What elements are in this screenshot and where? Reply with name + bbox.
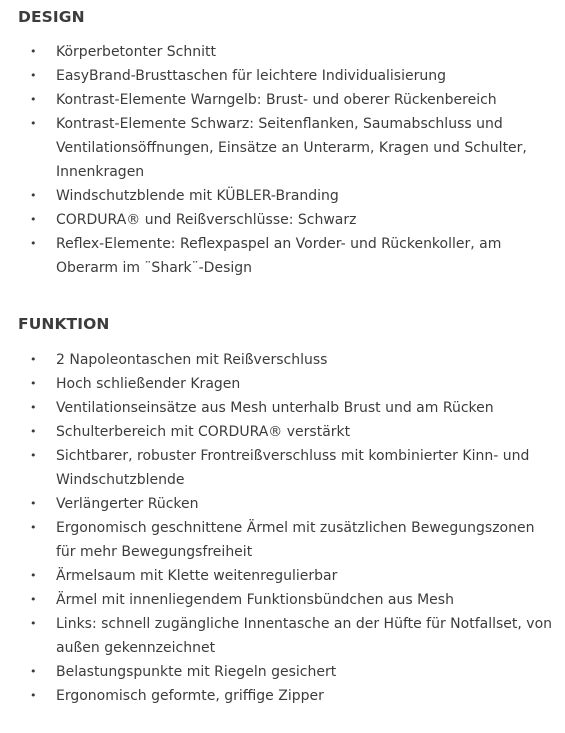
design-feature-list — [18, 40, 557, 280]
list-item: • Verlängerter Rücken — [18, 492, 557, 516]
list-item: • 2 Napoleontaschen mit Reißverschluss — [18, 348, 557, 372]
list-item: • Hoch schließender Kragen — [18, 372, 557, 396]
list-item: • Sichtbarer, robuster Frontreißverschluss mit kombinierter Kinn- und Windschutzblende — [18, 444, 557, 492]
list-item: • Links: schnell zugängliche Innentasche an der Hüfte für Notfallset, von außen gekennzeichnet — [18, 612, 557, 660]
funktion-heading: FUNKTION — [18, 315, 110, 333]
list-item: • Ärmel mit innenliegendem Funktionsbündchen aus Mesh — [18, 588, 557, 612]
list-item: • Reflex-Elemente: Reflexpaspel an Vorder- und Rückenkoller, am Oberarm im ¨Shark¨-Design — [18, 232, 557, 280]
list-item: • Schulterbereich mit CORDURA® verstärkt — [18, 420, 557, 444]
list-item: • Belastungspunkte mit Riegeln gesichert — [18, 660, 557, 684]
list-item: • Kontrast-Elemente Schwarz: Seitenflanken, Saumabschluss und Ventilationsöffnungen, Einsätze an Unterarm, Kragen und Schulter, Innenkragen — [18, 112, 557, 184]
list-item: • Ventilationseinsätze aus Mesh unterhalb Brust und am Rücken — [18, 396, 557, 420]
list-item: • CORDURA® und Reißverschlüsse: Schwarz — [18, 208, 557, 232]
list-item: • Körperbetonter Schnitt — [18, 40, 557, 64]
list-item: • Ergonomisch geformte, griffige Zipper — [18, 684, 557, 708]
list-item: • Ergonomisch geschnittene Ärmel mit zusätzlichen Bewegungszonen für mehr Bewegungsfreiheit — [18, 516, 557, 564]
list-item: • Ärmelsaum mit Klette weitenregulierbar — [18, 564, 557, 588]
list-item: • EasyBrand-Brusttaschen für leichtere Individualisierung — [18, 64, 557, 88]
list-item: • Kontrast-Elemente Warngelb: Brust- und oberer Rückenbereich — [18, 88, 557, 112]
design-heading: DESIGN — [18, 8, 85, 26]
list-item: • Windschutzblende mit KÜBLER-Branding — [18, 184, 557, 208]
funktion-feature-list — [18, 348, 557, 708]
